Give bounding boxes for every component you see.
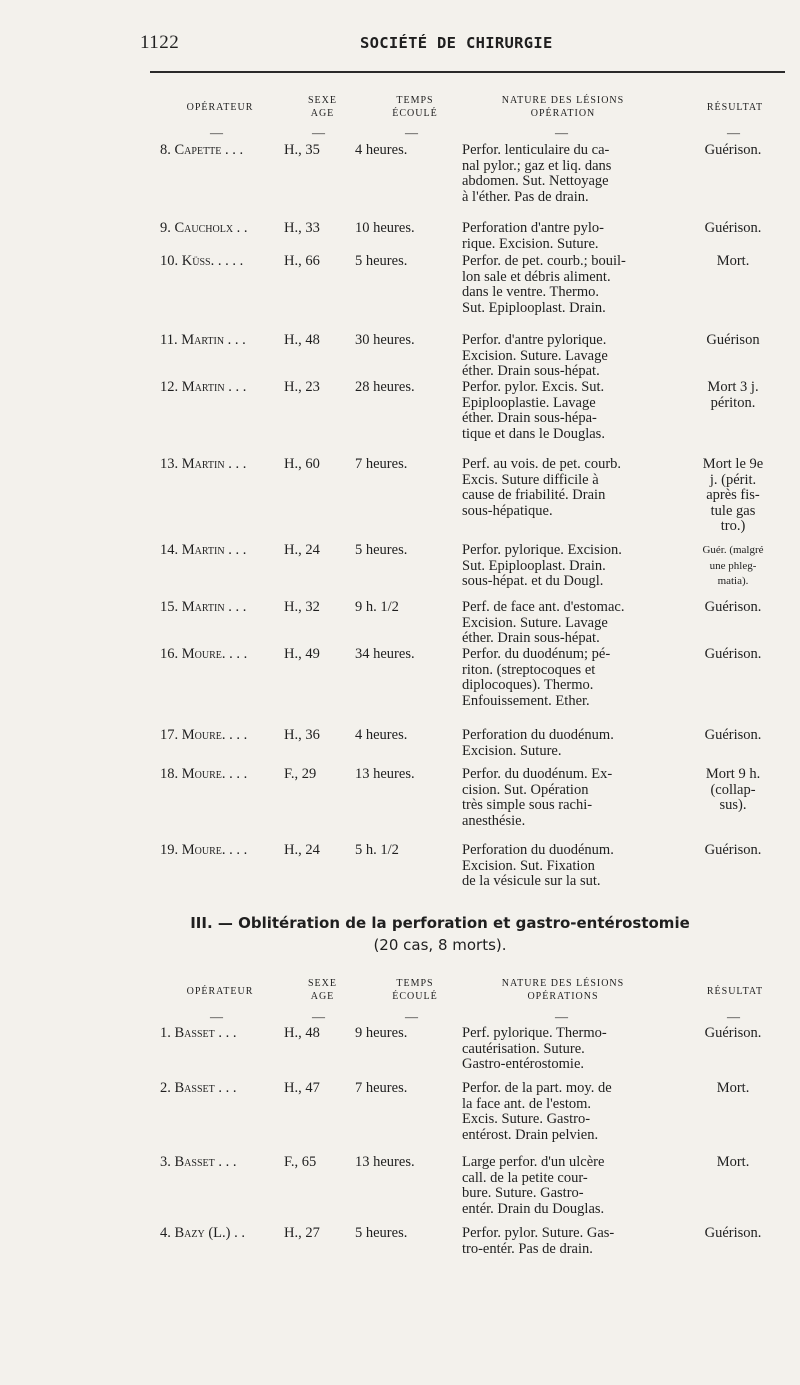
nature-line: Excision. Sut. Fixation [462,857,595,874]
result-line: sus). [719,797,747,814]
result-cell [678,600,788,616]
nature-cell [462,1155,672,1217]
result-line: tule gas [710,502,756,519]
nature-cell [462,254,672,316]
sex-age-cell: H., 47 [284,1080,320,1096]
nature-line: Excision. Suture. Lavage [462,614,608,631]
elapsed-time-cell: 5 heures. [355,1225,408,1241]
header-dash: — [555,1009,568,1024]
nature-line: rique. Excision. Suture. [462,235,599,252]
result-line: tro.) [720,518,746,535]
result-cell [678,1081,788,1097]
result-cell [678,333,788,349]
result-line: Guérison [706,332,760,348]
sex-age-cell: H., 32 [284,599,320,615]
nature-line: éther. Drain sous-hépa- [462,410,597,427]
nature-cell [462,143,672,205]
operator-cell: 8. Capette . . . [160,142,244,158]
nature-line: cision. Sut. Opération [462,781,589,798]
nature-line: sous-hépat. et du Dougl. [462,573,604,590]
nature-line: Gastro-entérostomie. [462,1056,585,1073]
result-cell [678,647,788,663]
nature-line: Perfor. pylor. Suture. Gas- [462,1225,615,1241]
result-line: Mort 3 j. [707,379,759,395]
result-line: après fis- [706,487,760,504]
section-heading [140,912,740,956]
nature-line: Perfor. du duodénum; pé- [462,646,611,662]
header-rule [150,71,785,73]
nature-line: Perfor. du duodénum. Ex- [462,766,613,782]
elapsed-time-cell: 10 heures. [355,220,415,236]
operator-cell: 12. Martin . . . [160,379,247,395]
elapsed-time-cell: 9 h. 1/2 [355,599,399,615]
header-dash: — [210,1009,223,1024]
operator-cell: 13. Martin . . . [160,456,247,472]
nature-line: nal pylor.; gaz et liq. dans [462,157,612,174]
header-dash: — [312,125,325,140]
nature-line: tique et dans le Douglas. [462,425,605,442]
nature-line: Perforation du duodénum. [462,727,614,743]
nature-cell [462,647,672,709]
header-dash: — [405,1009,418,1024]
nature-line: Perf. de face ant. d'estomac. [462,599,625,615]
nature-line: Excis. Suture. Gastro- [462,1111,591,1128]
result-cell [678,1155,788,1171]
nature-line: Excis. Suture difficile à [462,471,599,488]
elapsed-time-cell: 5 heures. [355,253,408,269]
result-cell [678,543,788,590]
nature-cell [462,1226,672,1257]
page-header [140,32,670,56]
nature-line: Excision. Suture. [462,742,562,759]
nature-cell [462,543,672,590]
nature-line: la face ant. de l'estom. [462,1095,592,1112]
nature-line: à l'éther. Pas de drain. [462,188,589,205]
result-cell [678,1026,788,1042]
nature-line: sous-hépatique. [462,502,553,519]
nature-line: dans le ventre. Thermo. [462,284,600,301]
result-cell [678,457,788,535]
nature-line: tro-entér. Pas de drain. [462,1240,593,1257]
result-cell [678,143,788,159]
nature-line: Perfor. d'antre pylorique. [462,332,607,348]
result-line: Guérison. [704,727,762,743]
sex-age-cell: H., 24 [284,542,320,558]
nature-cell [462,728,672,759]
nature-line: lon sale et débris aliment. [462,268,611,285]
sex-age-cell: H., 60 [284,456,320,472]
elapsed-time-cell: 13 heures. [355,766,415,782]
result-line: Guérison. [704,599,762,615]
nature-line: call. de la petite cour- [462,1169,588,1186]
nature-cell [462,457,672,519]
result-cell [678,728,788,744]
result-line: Mort. [716,1154,750,1170]
sex-age-cell: H., 24 [284,842,320,858]
result-cell [678,380,788,411]
nature-cell [462,221,672,252]
result-line: Guérison. [704,142,762,158]
elapsed-time-cell: 30 heures. [355,332,415,348]
result-line: Guérison. [704,1025,762,1041]
result-cell [678,254,788,270]
elapsed-time-cell: 34 heures. [355,646,415,662]
nature-line: entérost. Drain pelvien. [462,1126,599,1143]
nature-line: riton. (streptocoques et [462,661,596,678]
result-line: périton. [710,394,756,411]
operator-cell: 1. Basset . . . [160,1025,237,1041]
nature-cell [462,1081,672,1143]
nature-line: Perforation du duodénum. [462,842,614,858]
col-header-sexe-2: SEXE AGE [308,978,337,1002]
nature-line: Epiplooplastie. Lavage [462,394,596,411]
result-line: matia). [717,575,749,588]
elapsed-time-cell: 7 heures. [355,456,408,472]
nature-cell [462,600,672,647]
header-dash: — [555,125,568,140]
result-cell [678,767,788,814]
nature-line: Sut. Epiplooplast. Drain. [462,557,606,574]
elapsed-time-cell: 7 heures. [355,1080,408,1096]
result-line: une phleg- [709,559,757,572]
section-subtitle: (20 cas, 8 morts). [373,936,507,954]
result-cell [678,1226,788,1242]
col-header-nature: NATURE DES LÉSIONS OPÉRATION [501,95,625,119]
nature-cell [462,767,672,829]
nature-cell [462,333,672,380]
result-line: Guérison. [704,1225,762,1241]
operator-cell: 17. Moure. . . . [160,727,248,743]
col-header-temps: TEMPS ÉCOULÉ [392,95,438,119]
col-header-operateur: OPÉRATEUR [186,102,254,113]
sex-age-cell: F., 29 [284,766,317,782]
nature-line: bure. Suture. Gastro- [462,1185,584,1202]
nature-line: Perf. pylorique. Thermo- [462,1025,607,1041]
running-title: SOCIÉTÉ DE CHIRURGIE [360,34,553,52]
operator-cell: 14. Martin . . . [160,542,247,558]
nature-line: entér. Drain du Douglas. [462,1200,605,1217]
elapsed-time-cell: 4 heures. [355,142,408,158]
result-line: Guérison. [704,646,762,662]
result-line: Guérison. [704,842,762,858]
nature-line: cautérisation. Suture. [462,1040,585,1057]
elapsed-time-cell: 5 heures. [355,542,408,558]
elapsed-time-cell: 9 heures. [355,1025,408,1041]
operator-cell: 4. Bazy (L.) . . [160,1225,245,1241]
result-line: Mort le 9e [702,456,764,472]
header-dash: — [405,125,418,140]
result-line: Guérison. [704,220,762,236]
elapsed-time-cell: 13 heures. [355,1154,415,1170]
nature-line: diplocoques). Thermo. [462,677,594,694]
operator-cell: 18. Moure. . . . [160,766,248,782]
operator-cell: 10. Küss. . . . . [160,253,244,269]
col-header-nature-2: NATURE DES LÉSIONS OPÉRATIONS [501,978,625,1002]
col-header-temps-2: TEMPS ÉCOULÉ [392,978,438,1002]
nature-line: Perfor. de la part. moy. de [462,1080,612,1096]
nature-line: Large perfor. d'un ulcère [462,1154,605,1170]
operator-cell: 3. Basset . . . [160,1154,237,1170]
nature-line: Perforation d'antre pylo- [462,220,604,236]
nature-line: Perfor. pylor. Excis. Sut. [462,379,605,395]
elapsed-time-cell: 28 heures. [355,379,415,395]
result-line: Mort. [716,253,750,269]
section-title: III. — Oblitération de la perforation et gastro-entérostomie [190,914,690,932]
result-line: (collap- [710,781,756,798]
header-dash: — [312,1009,325,1024]
nature-line: Perfor. lenticulaire du ca- [462,142,610,158]
header-dash: — [210,125,223,140]
sex-age-cell: H., 66 [284,253,320,269]
nature-line: Enfouissement. Ether. [462,692,590,709]
sex-age-cell: H., 33 [284,220,320,236]
col-header-resultat: RÉSULTAT [706,102,764,113]
nature-line: Perfor. de pet. courb.; bouil- [462,253,626,269]
nature-cell [462,1026,672,1073]
nature-line: très simple sous rachi- [462,797,593,814]
sex-age-cell: H., 27 [284,1225,320,1241]
result-line: Mort. [716,1080,750,1096]
header-dash: — [727,1009,740,1024]
nature-line: de la vésicule sur la sut. [462,873,601,890]
nature-line: cause de friabilité. Drain [462,487,606,504]
nature-cell [462,380,672,442]
result-cell [678,843,788,859]
result-line: Guér. (malgré [702,544,764,556]
result-line: Mort 9 h. [705,766,761,782]
elapsed-time-cell: 4 heures. [355,727,408,743]
nature-line: Sut. Epiplooplast. Drain. [462,299,606,316]
nature-line: Perfor. pylorique. Excision. [462,542,622,558]
operator-cell: 16. Moure. . . . [160,646,248,662]
sex-age-cell: F., 65 [284,1154,317,1170]
header-dash: — [727,125,740,140]
sex-age-cell: H., 48 [284,1025,320,1041]
result-cell [678,221,788,237]
col-header-sexe: SEXE AGE [308,95,337,119]
sex-age-cell: H., 35 [284,142,320,158]
nature-line: anesthésie. [462,812,526,829]
col-header-operateur-2: OPÉRATEUR [186,986,254,997]
nature-line: éther. Drain sous-hépat. [462,630,600,647]
sex-age-cell: H., 49 [284,646,320,662]
nature-cell [462,843,672,890]
nature-line: éther. Drain sous-hépat. [462,363,600,380]
operator-cell: 11. Martin . . . [160,332,246,348]
operator-cell: 15. Martin . . . [160,599,247,615]
sex-age-cell: H., 36 [284,727,320,743]
page-number: 1122 [140,32,180,53]
sex-age-cell: H., 23 [284,379,320,395]
operator-cell: 2. Basset . . . [160,1080,237,1096]
operator-cell: 9. Caucholx . . [160,220,248,236]
nature-line: Excision. Suture. Lavage [462,347,608,364]
col-header-resultat-2: RÉSULTAT [706,986,764,997]
sex-age-cell: H., 48 [284,332,320,348]
operator-cell: 19. Moure. . . . [160,842,248,858]
result-line: j. (périt. [709,471,757,488]
nature-line: Perf. au vois. de pet. courb. [462,456,622,472]
elapsed-time-cell: 5 h. 1/2 [355,842,399,858]
nature-line: abdomen. Sut. Nettoyage [462,173,609,190]
